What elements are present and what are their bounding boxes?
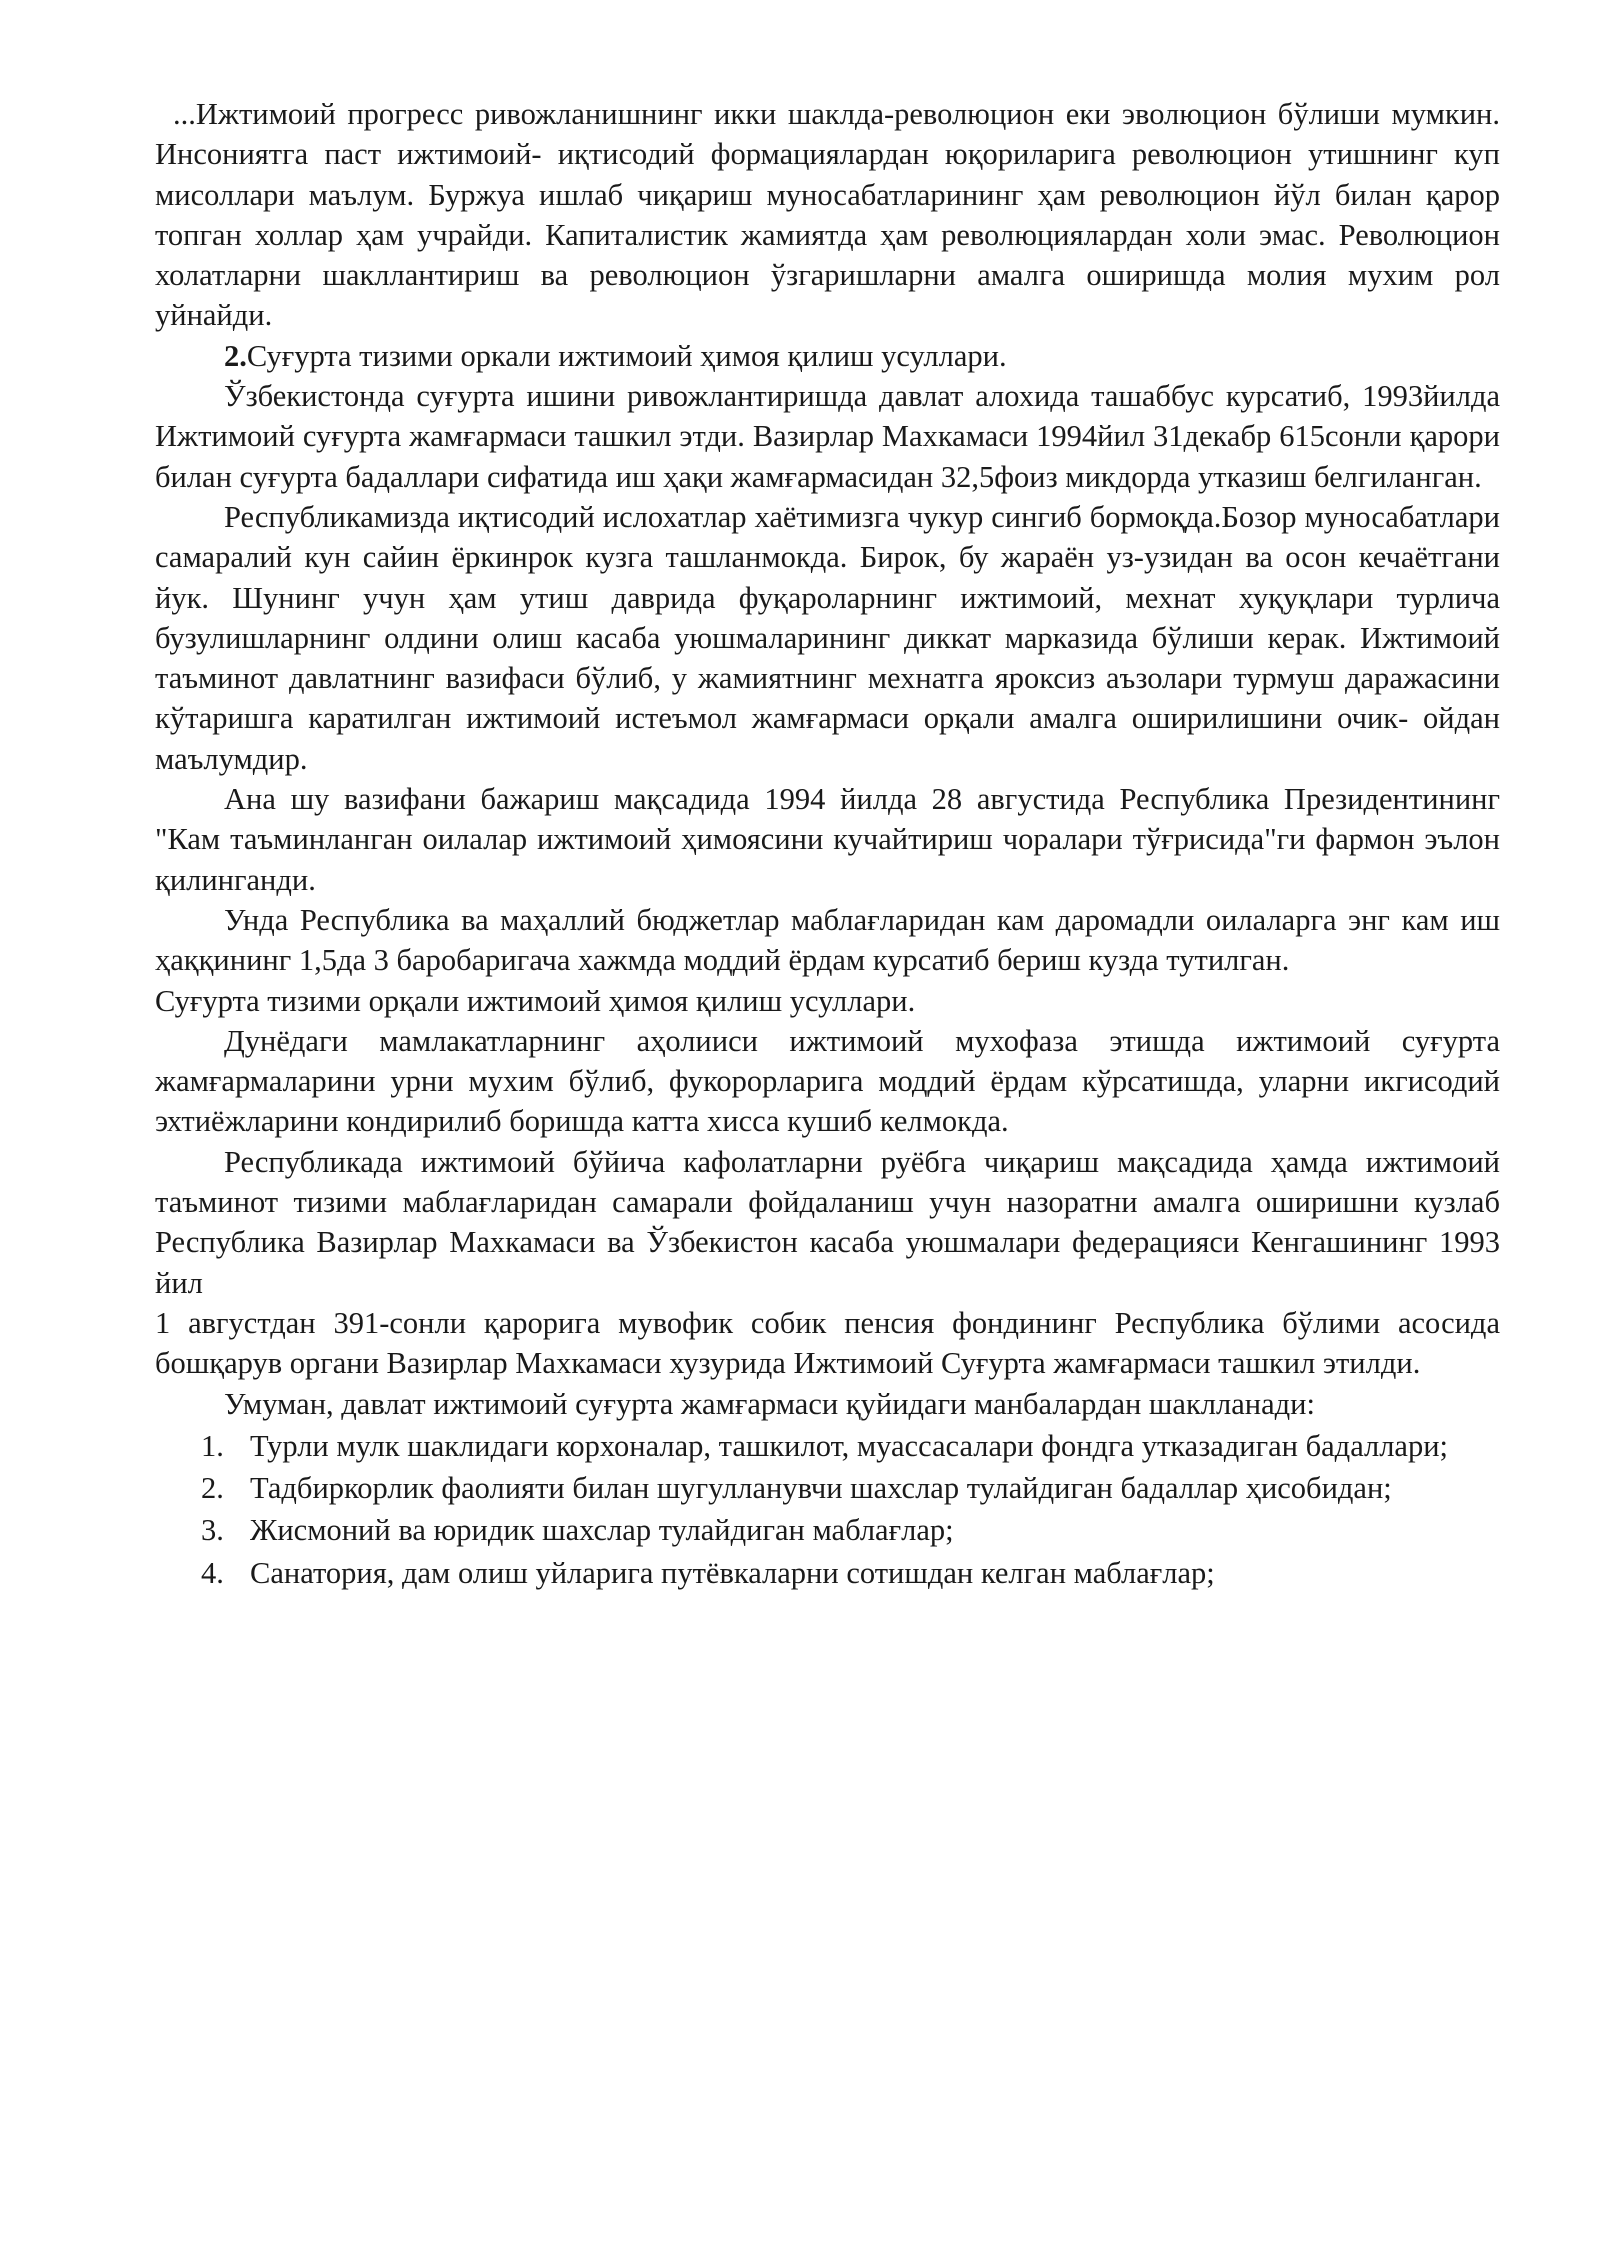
list-item-text: Тадбиркорлик фаолияти билан шугулланувчи шахслар тулайдиган бадаллар ҳисобидан;	[250, 1471, 1392, 1506]
list-item	[155, 1468, 1500, 1508]
section-heading-text: Суғурта тизими оркали ижтимоий ҳимоя қилиш усуллари.	[246, 338, 1007, 373]
paragraph-sources-intro: Умуман, давлат ижтимоий суғурта жамғармаси қуйидаги манбалардан шаклланади:	[224, 1386, 1315, 1421]
paragraph-guarantees: Республикада ижтимоий бўйича кафолатларни руёбга чиқариш мақсадида ҳамда ижтимоий таъминот тизими маблағларидан самарали фойдаланиш учун назоратни амалга оширишни кузлаб Республика Вазирлар Махкамаси ва Ўзбекистон касаба уюшмалари федерацияси Кенгашининг 1993 йил	[155, 1144, 1500, 1300]
list-item	[155, 1553, 1500, 1593]
paragraph-decree: Ана шу вазифани бажариш мақсадида 1994 йилда 28 августида Республика Президентининг "Кам таъминланган оилалар ижтимоий ҳимоясини кучайтириш чоралари тўғрисида"ги фармон эълон қилинганди.	[155, 782, 1500, 897]
list-item-text: Санатория, дам олиш уйларига путёвкаларни сотишдан келган маблағлар;	[250, 1555, 1215, 1590]
paragraph-budget-aid: Унда Республика ва маҳаллий бюджетлар маблағларидан кам даромадли оилаларга энг кам иш ҳаққининг 1,5да 3 баробаригача хажмда моддий ёрдам курсатиб бериш кузда тутилган.	[155, 902, 1500, 978]
paragraph-intro: ...Ижтимоий прогресс ривожланишнинг икки шаклда-революцион еки эволюцион бўлиши мумкин. Инсониятга паст ижтимоий- иқтисодий формациялардан юқориларига революцион утишнинг куп мисоллари маълум. Буржуа ишлаб чиқариш муносабатларининг ҳам революцион йўл билан қарор топган холлар ҳам учрайди. Капиталистик жамиятда ҳам революциялардан холи эмас. Революцион холатларни шакллантириш ва революцион ўзгаришларни амалга оширишда молия мухим рол уйнайди.	[155, 97, 1500, 333]
list-item-number: 1.	[201, 1428, 224, 1463]
list-item-number: 3.	[201, 1513, 224, 1548]
subheading-methods: Суғурта тизими орқали ижтимоий ҳимоя қилиш усуллари.	[155, 983, 916, 1018]
paragraph-world-countries: Дунёдаги мамлакатларнинг аҳолииси ижтимоий мухофаза этишда ижтимоий суғурта жамғармаларини урни мухим бўлиб, фукорорларига моддий ёрдам кўрсатишда, уларни икгисодий эхтиёжларини кондирилиб боришда катта хисса кушиб келмокда.	[155, 1023, 1500, 1139]
list-item-text: Турли мулк шаклидаги корхоналар, ташкилот, муассасалари фондга утказадиган бадаллари;	[250, 1428, 1449, 1463]
list-item-number: 2.	[201, 1471, 224, 1506]
paragraph-fund-established: 1 августдан 391-сонли қарорига мувофик собик пенсия фондининг Республика бўлими асосида бошқарув органи Вазирлар Махкамаси хузурида Ижтимоий Суғурта жамғармаси ташкил этилди.	[155, 1305, 1500, 1381]
paragraph-insurance-fund: Ўзбекистонда суғурта ишини ривожлантиришда давлат алохида ташаббус курсатиб, 1993йилда Ижтимоий суғурта жамғармаси ташкил этди. Вазирлар Махкамаси 1994йил 31декабр 615сонли қарори билан суғурта бадаллари сифатида иш ҳақи жамғармасидан 32,5фоиз микдорда утказиш белгиланган.	[155, 379, 1500, 494]
list-item	[155, 1426, 1500, 1466]
section-heading-number: 2.	[224, 338, 247, 373]
document-page	[155, 94, 1500, 1595]
paragraph-reforms: Республикамизда иқтисодий ислохатлар хаётимизга чукур сингиб бормоқда.Бозор муносабатлари самаралий кун сайин ёркинрок кузга ташланмокда. Бирок, бу жараён уз-узидан ва осон кечаётгани йук. Шунинг учун ҳам утиш даврида фуқароларнинг ижтимоий, мехнат хуқуқлари турлича бузулишларнинг олдини олиш касаба уюшмаларининг диккат марказида бўлиши керак. Ижтимоий таъминот давлатнинг вазифаси бўлиб, у жамиятнинг мехнатга яроксиз аъзолари турмуш даражасини кўтаришга каратилган ижтимоий истеъмол жамғармаси орқали амалга оширилишини очик- ойдан маълумдир.	[155, 499, 1500, 776]
list-item	[155, 1510, 1500, 1550]
list-item-text: Жисмоний ва юридик шахслар тулайдиган маблағлар;	[250, 1513, 954, 1548]
section-heading	[155, 336, 1500, 376]
sources-list	[155, 1426, 1500, 1593]
list-item-number: 4.	[201, 1555, 224, 1590]
